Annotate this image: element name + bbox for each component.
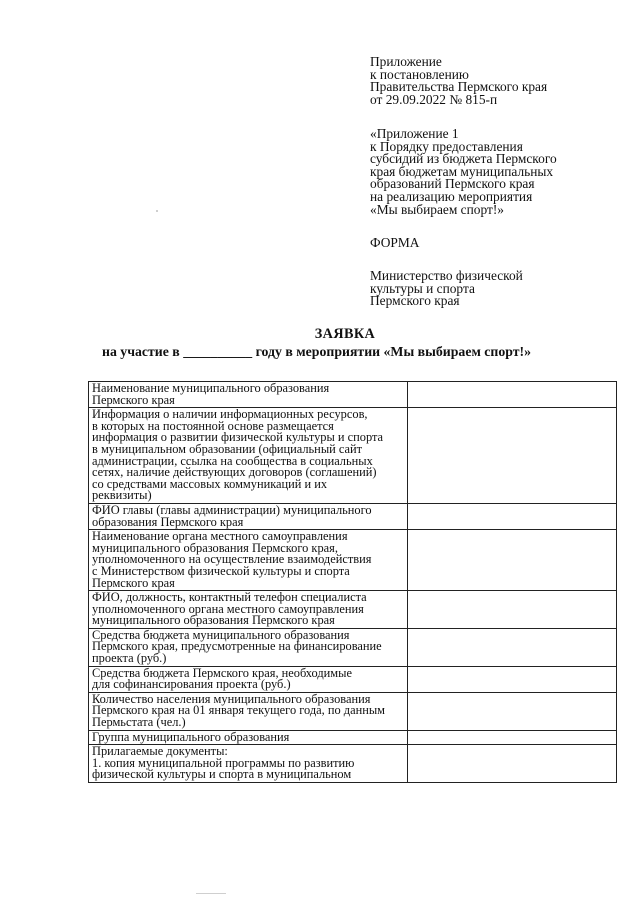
row-value-cell[interactable] <box>408 530 617 591</box>
row-value-cell[interactable] <box>408 745 617 783</box>
table-row <box>89 628 617 666</box>
row-label-line: с Министерством физической культуры и спорта <box>92 563 350 578</box>
table-row <box>89 730 617 745</box>
row-label-line: Группа муниципального образования <box>92 729 290 744</box>
row-label-cell <box>89 382 408 408</box>
row-label-line: уполномоченного на осуществление взаимодействия <box>92 552 372 567</box>
annex-order-line: «Мы выбираем спорт!» <box>370 201 504 217</box>
row-label-line: администрации, ссылка на сообщества в социальных <box>92 453 373 468</box>
row-label-line: сетях, наличие действующих договоров (соглашений) <box>92 465 377 480</box>
row-label-line: Наименование муниципального образования <box>92 381 330 395</box>
row-value-cell[interactable] <box>408 628 617 666</box>
table-row <box>89 591 617 629</box>
table-row <box>89 382 617 408</box>
row-label-line: Информация о наличии информационных ресурсов, <box>92 407 368 422</box>
annex-order-line: края бюджетам муниципальных <box>370 163 554 179</box>
scan-speck <box>156 210 158 212</box>
row-label-line: информация о развитии физической культуры и спорта <box>92 430 384 445</box>
document-subtitle: на участие в __________ году в мероприятии «Мы выбираем спорт!» <box>102 344 532 359</box>
table-row <box>89 503 617 529</box>
row-label-line: Пермского края <box>92 575 175 590</box>
row-label-cell <box>89 628 408 666</box>
annex-line: от 29.09.2022 № 815-п <box>370 91 498 107</box>
row-label-line: Прилагаемые документы: <box>92 744 228 759</box>
row-label-line: образования Пермского края <box>92 514 244 529</box>
addressee-line: культуры и спорта <box>370 280 475 296</box>
row-value-cell[interactable] <box>408 692 617 730</box>
row-label-line: реквизиты) <box>92 488 152 503</box>
row-label-line: со средствами массовых коммуникаций и их <box>92 476 328 491</box>
row-label-line: Количество населения муниципального образования <box>92 691 371 706</box>
row-label-line: для софинансирования проекта (руб.) <box>92 677 291 692</box>
row-label-line: Средства бюджета Пермского края, необходимые <box>92 665 352 680</box>
row-label-line: 1. копия муниципальной программы по развитию <box>92 755 355 770</box>
row-label-line: Средства бюджета муниципального образования <box>92 627 350 642</box>
annex-line: Правительства Пермского края <box>370 79 548 95</box>
table-row <box>89 408 617 504</box>
row-label-line: Пермского края <box>92 392 175 407</box>
row-value-cell[interactable] <box>408 666 617 692</box>
row-label-cell <box>89 530 408 591</box>
row-label-cell <box>89 692 408 730</box>
table-row <box>89 745 617 783</box>
row-label-cell <box>89 408 408 504</box>
annex-order-line: на реализацию мероприятия <box>370 188 533 204</box>
row-value-cell[interactable] <box>408 591 617 629</box>
table-row <box>89 666 617 692</box>
row-label-line: уполномоченного органа местного самоуправления <box>92 601 364 616</box>
row-label-line: Пермьстата (чел.) <box>92 715 186 730</box>
row-label-cell <box>89 745 408 783</box>
row-label-cell <box>89 503 408 529</box>
row-label-line: Пермского края, предусмотренные на финансирование <box>92 639 382 654</box>
row-label-line: ФИО, должность, контактный телефон специалиста <box>92 590 367 605</box>
row-label-cell <box>89 591 408 629</box>
row-label-line: проекта (руб.) <box>92 651 167 666</box>
row-label-cell <box>89 730 408 745</box>
row-label-line: ФИО главы (главы администрации) муниципального <box>92 502 372 517</box>
annex-order-heading <box>370 128 620 216</box>
row-label-line: в которых на постоянной основе размещается <box>92 418 334 433</box>
table-row <box>89 692 617 730</box>
annex-line: к постановлению <box>370 66 469 82</box>
form-label: ФОРМА <box>370 235 420 250</box>
table-row <box>89 530 617 591</box>
annex-order-line: «Приложение 1 <box>370 126 459 141</box>
annex-heading <box>370 56 620 106</box>
addressee-block <box>370 270 523 308</box>
row-label-line: муниципального образования Пермского края, <box>92 540 338 555</box>
row-value-cell[interactable] <box>408 408 617 504</box>
annex-order-line: субсидий из бюджета Пермского <box>370 151 557 167</box>
row-value-cell[interactable] <box>408 503 617 529</box>
annex-order-line: к Порядку предоставления <box>370 138 523 154</box>
row-label-cell <box>89 666 408 692</box>
row-value-cell[interactable] <box>408 730 617 745</box>
annex-line: Приложение <box>370 54 442 69</box>
document-title: ЗАЯВКА <box>314 326 376 342</box>
addressee-line: Пермского края <box>370 293 460 309</box>
addressee-line: Министерство физической <box>370 268 523 283</box>
row-label-line: Наименование органа местного самоуправления <box>92 529 348 544</box>
row-label-line: в муниципальном образовании (официальный сайт <box>92 441 363 456</box>
row-label-line: физической культуры и спорта в муниципальном <box>92 767 352 782</box>
row-value-cell[interactable] <box>408 382 617 408</box>
row-label-line: Пермского края на 01 января текущего года, по данным <box>92 703 386 718</box>
annex-order-line: образований Пермского края <box>370 176 535 192</box>
application-table <box>88 381 617 783</box>
scan-speck <box>196 893 226 894</box>
row-label-line: муниципального образования Пермского края <box>92 613 335 628</box>
